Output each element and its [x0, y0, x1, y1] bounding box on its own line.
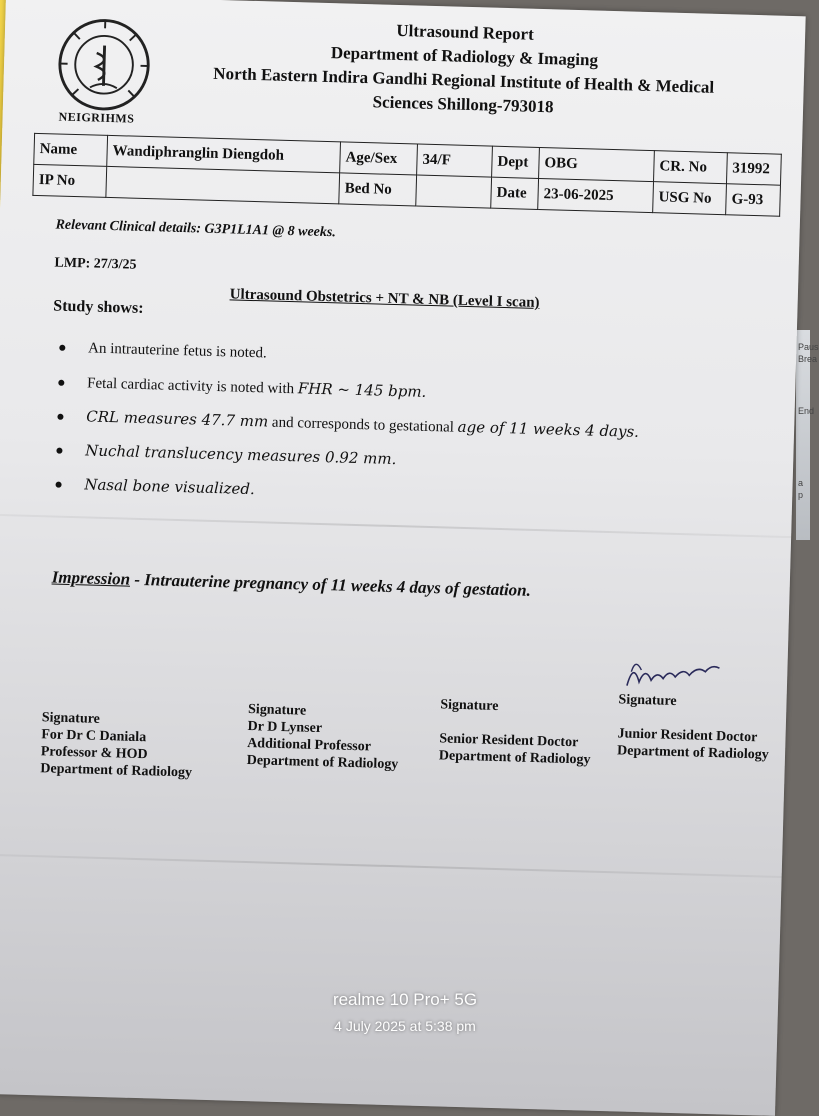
signature-block-additional-professor — [246, 701, 399, 773]
side-text-3: End — [798, 406, 814, 416]
side-monitor-edge — [796, 330, 810, 540]
bullet-icon: ● — [55, 442, 64, 462]
signature-scribble-icon — [623, 652, 724, 695]
finding-text: and corresponds to gestational — [268, 414, 458, 435]
lmp-date: LMP: 27/3/25 — [54, 255, 136, 273]
finding-text: Fetal cardiac activity is noted with — [87, 375, 298, 397]
report-header — [153, 14, 775, 123]
signatory-title: Senior Resident Doctor — [439, 730, 591, 751]
paper-crease — [0, 514, 791, 538]
bullet-icon: ● — [57, 374, 66, 394]
date-label: Date — [491, 177, 539, 209]
signature-block-hod — [40, 709, 193, 781]
institute-name: North Eastern Indira Gandhi Regional Institute of Health & Medical — [154, 62, 774, 99]
signature-label: Signature — [42, 709, 194, 730]
ipno-label: IP No — [33, 164, 107, 197]
camera-watermark-timestamp: 4 July 2025 at 5:38 pm — [0, 1018, 810, 1034]
patient-ipno — [106, 166, 340, 203]
findings-list — [54, 338, 641, 524]
signature-label: Signature — [440, 696, 592, 717]
impression-label: Impression — [51, 568, 130, 589]
signature-block-junior-resident — [617, 691, 770, 763]
usg-number: G-93 — [726, 184, 781, 216]
logo-text: NEIGRIHMS — [58, 110, 134, 127]
patient-info-table — [32, 133, 781, 217]
finding-handwritten: FHR ~ 145 bpm. — [298, 379, 427, 401]
signatory-name: Dr D Lynser — [247, 718, 399, 739]
institute-seal-icon — [55, 15, 154, 114]
clinical-details: Relevant Clinical details: G3P1L1A1 @ 8 weeks. — [55, 217, 336, 241]
bed-label: Bed No — [339, 173, 417, 206]
paper-crease — [0, 854, 782, 878]
impression-text: - Intrauterine pregnancy of 11 weeks 4 days of gestation. — [130, 570, 531, 600]
camera-watermark-device: realme 10 Pro+ 5G — [0, 990, 810, 1010]
signature-block-senior-resident — [439, 696, 592, 768]
crno-label: CR. No — [654, 151, 728, 184]
signatory-department: Department of Radiology — [439, 747, 591, 768]
finding-handwritten: Nasal bone visualized. — [84, 475, 255, 498]
side-text-2: Brea — [798, 354, 817, 364]
side-text-5: p — [798, 490, 803, 500]
finding-handwritten: Nuchal translucency measures 0.92 mm. — [85, 441, 397, 468]
patient-bed — [416, 175, 492, 208]
finding-handwritten: CRL measures 47.7 mm — [86, 407, 268, 430]
usgno-label: USG No — [653, 182, 727, 215]
patient-dept: OBG — [539, 147, 655, 181]
side-text-1: Paus — [798, 342, 819, 352]
patient-name: Wandiphranglin Diengdoh — [107, 135, 341, 172]
signatory-department: Department of Radiology — [246, 752, 398, 773]
report-title: Ultrasound Report — [155, 14, 775, 51]
signatory-name: For Dr C Daniala — [41, 726, 193, 747]
bullet-icon: ● — [56, 408, 65, 428]
bullet-icon: ● — [58, 339, 67, 359]
agesex-label: Age/Sex — [340, 142, 418, 175]
dept-label: Dept — [492, 146, 540, 178]
signatory-title: Additional Professor — [247, 735, 399, 756]
patient-crno: 31992 — [726, 153, 781, 185]
department-name: Department of Radiology & Imaging — [154, 38, 774, 75]
study-shows-heading: Study shows: — [53, 297, 144, 318]
finding-handwritten: age of 11 weeks 4 days. — [457, 418, 639, 441]
finding-text: An intrauterine fetus is noted. — [88, 340, 267, 361]
report-date: 23-06-2025 — [538, 178, 654, 212]
signatory-title: Professor & HOD — [41, 743, 193, 764]
signatory-department: Department of Radiology — [40, 760, 192, 781]
study-title: Ultrasound Obstetrics + NT & NB (Level I scan) — [229, 286, 539, 312]
impression — [51, 568, 531, 601]
signatory-title: Junior Resident Doctor — [617, 725, 769, 746]
side-text-4: a — [798, 478, 803, 488]
patient-agesex: 34/F — [417, 144, 493, 177]
signatory-department: Department of Radiology — [617, 742, 769, 763]
name-label: Name — [34, 133, 108, 166]
institute-location: Sciences Shillong-793018 — [153, 86, 773, 123]
bullet-icon: ● — [54, 476, 63, 496]
signature-label: Signature — [248, 701, 400, 722]
signature-label: Signature — [618, 691, 770, 712]
